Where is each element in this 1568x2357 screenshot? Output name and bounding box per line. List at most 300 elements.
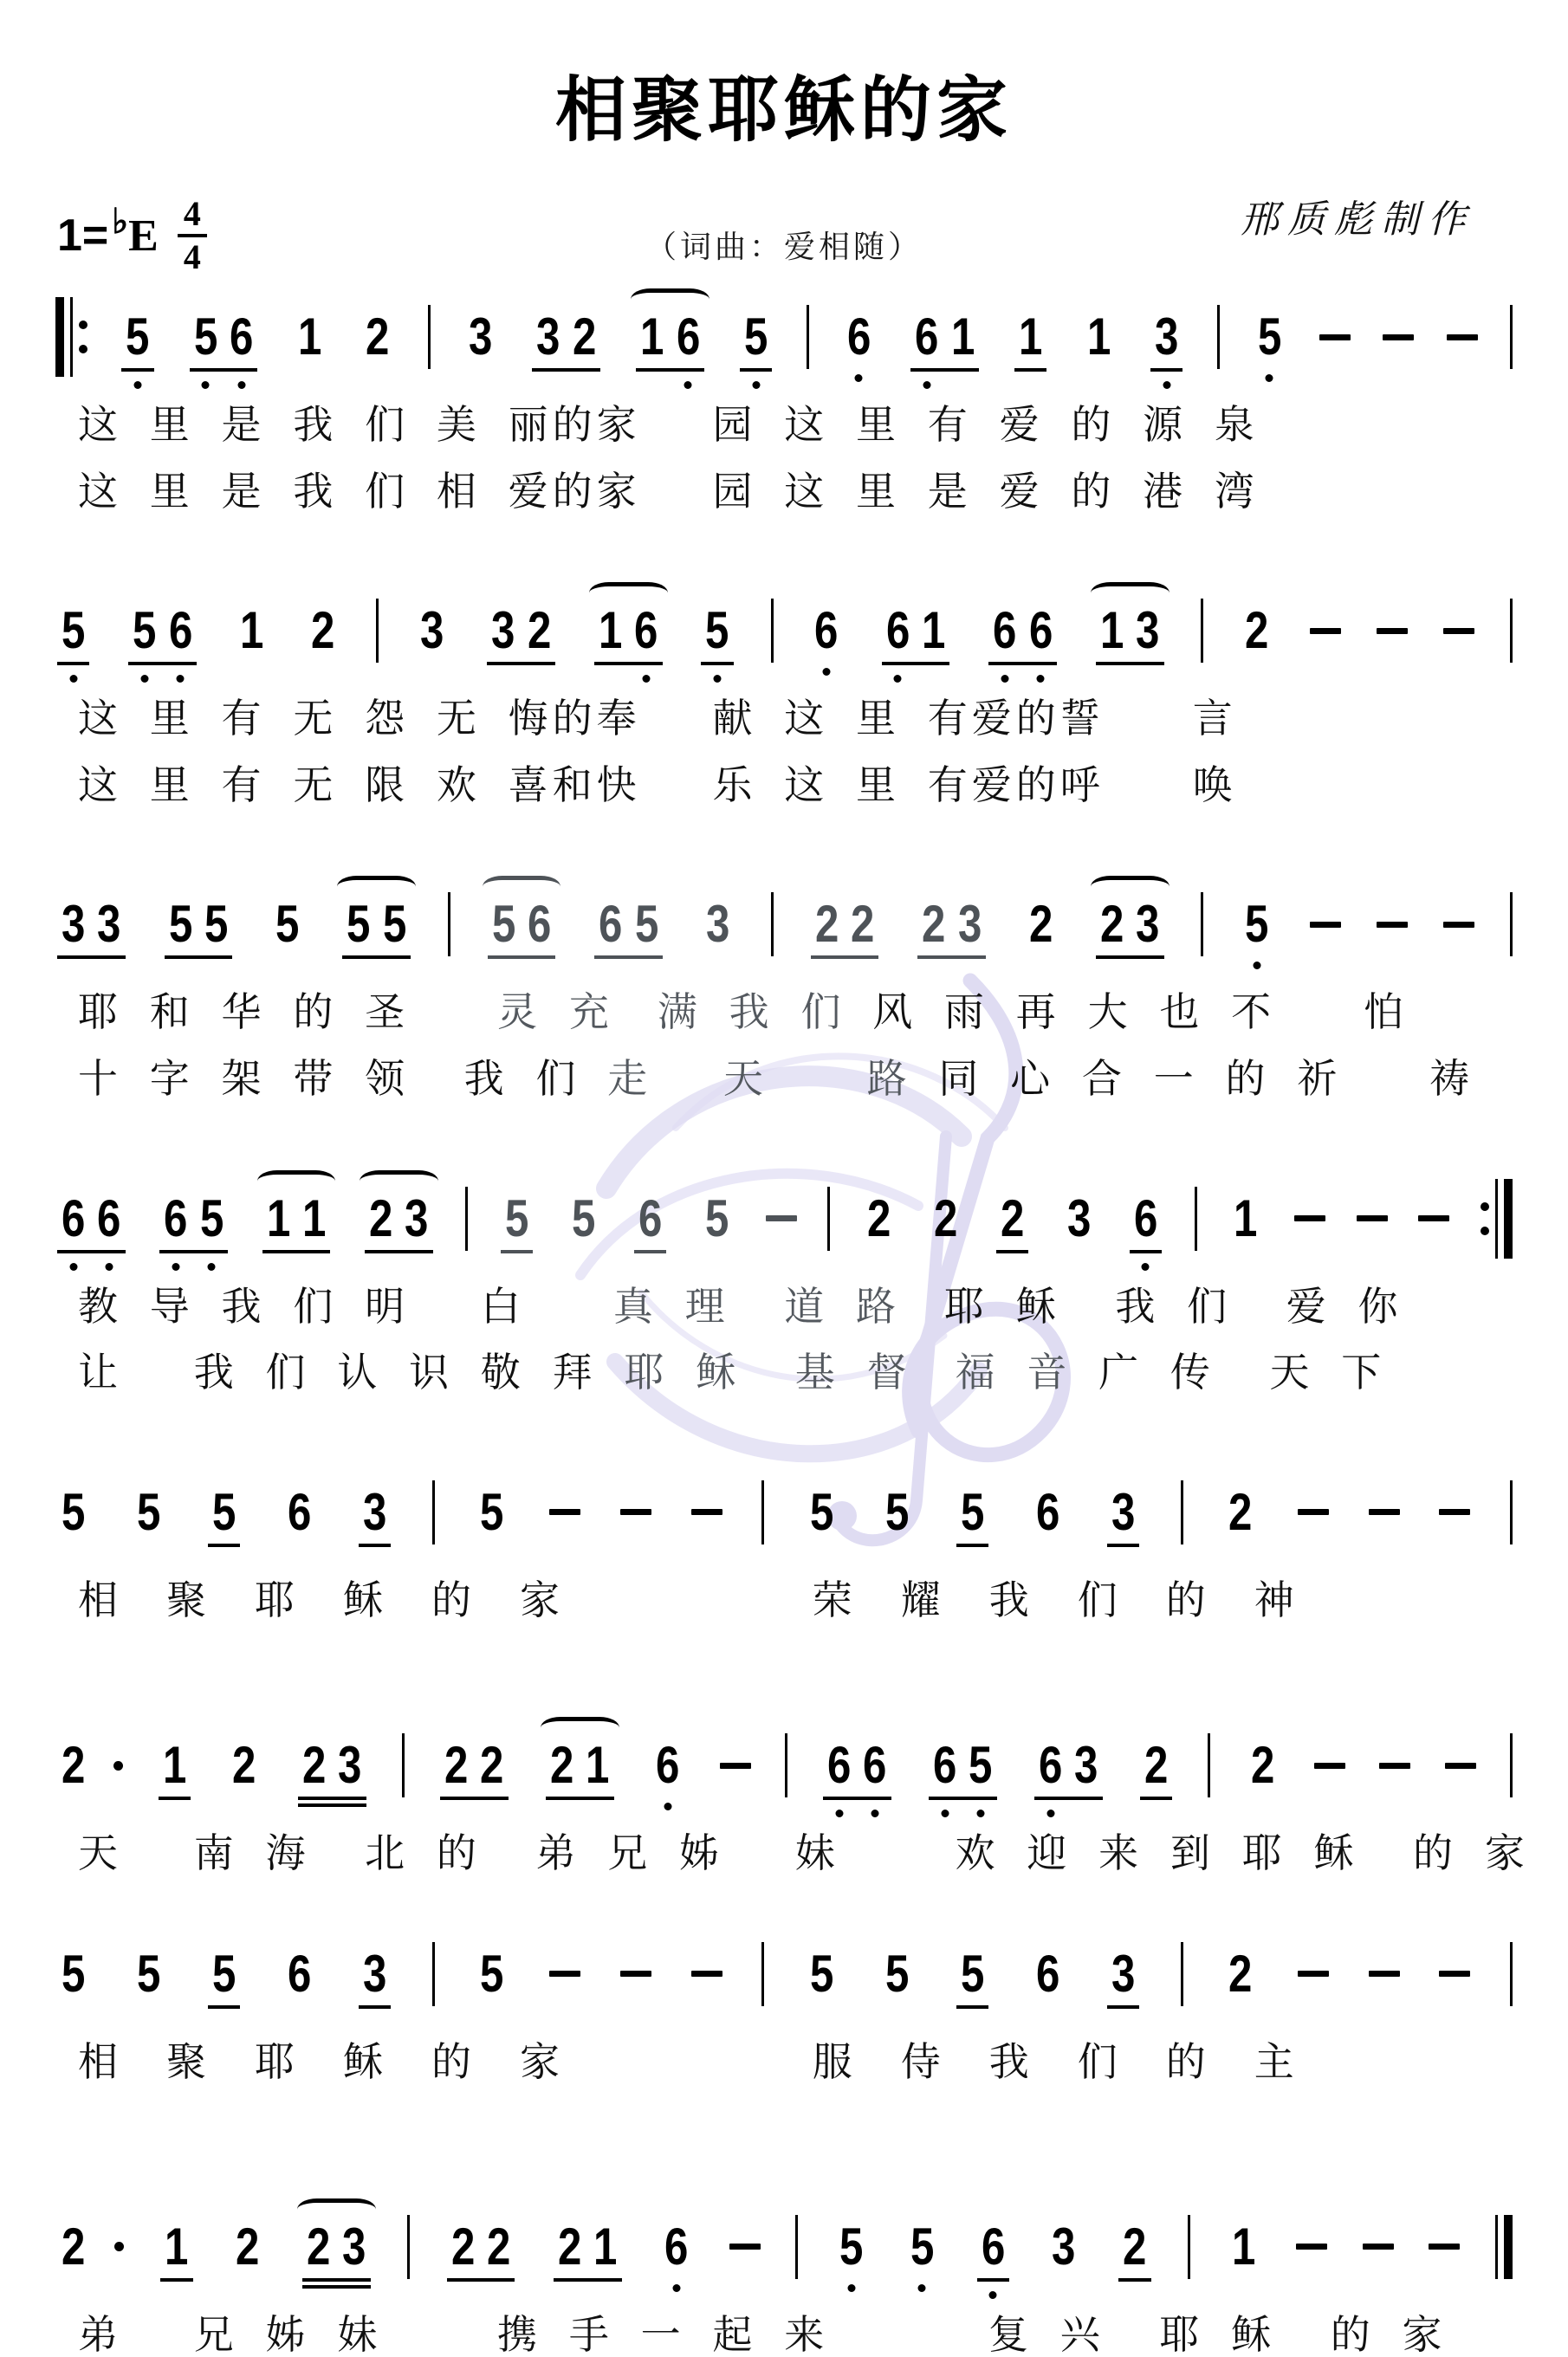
note xyxy=(1252,308,1287,366)
low-octave-dot xyxy=(1253,962,1260,969)
note-number: 5 xyxy=(960,1944,985,2003)
note-dash xyxy=(1429,2244,1460,2250)
note-number: 3 xyxy=(491,601,515,660)
flat-icon: ♭ xyxy=(112,203,129,241)
note-number: 1 xyxy=(1099,601,1124,660)
note-group xyxy=(530,308,602,366)
note xyxy=(1023,601,1059,660)
note-group xyxy=(55,1188,127,1247)
note-number: 5 xyxy=(960,1482,985,1541)
lyric-row xyxy=(54,763,1514,807)
note-group xyxy=(485,601,557,660)
note-number: 6 xyxy=(164,1188,188,1247)
note-group xyxy=(928,1188,963,1247)
barline xyxy=(771,599,774,663)
note xyxy=(857,1736,892,1795)
note-number: 2 xyxy=(232,1736,256,1795)
note xyxy=(904,2217,940,2276)
lyric-row xyxy=(54,1578,1514,1622)
note-dash xyxy=(1418,1215,1449,1221)
note-number: 5 xyxy=(809,1482,834,1541)
low-octave-dot xyxy=(672,2284,680,2292)
note-group xyxy=(1033,1736,1105,1795)
note-number: 6 xyxy=(826,1736,852,1795)
note-number: 6 xyxy=(287,1482,312,1541)
low-octave-dot xyxy=(1142,1263,1150,1271)
note-dash xyxy=(1377,922,1408,928)
note-dash xyxy=(729,2244,761,2250)
note-group xyxy=(955,1944,990,2003)
note xyxy=(360,308,395,366)
note xyxy=(292,308,327,366)
note-number: 2 xyxy=(236,2217,260,2276)
lyric-segment: 这 里 有 无 怨 无 悔的奉 献 这 里 有爱的誓 言 xyxy=(78,696,1237,741)
note-number: 1 xyxy=(165,2217,189,2276)
barline xyxy=(1510,1733,1513,1797)
note xyxy=(1149,308,1184,366)
music-line xyxy=(54,1722,1529,1876)
note-number: 1 xyxy=(266,1188,291,1247)
lyric-row xyxy=(54,1350,1514,1395)
note-group xyxy=(131,1482,166,1541)
note-number: 3 xyxy=(62,895,86,954)
note-number: 3 xyxy=(1111,1482,1136,1541)
note-dash xyxy=(1379,1763,1410,1769)
note-number: 1 xyxy=(1086,308,1111,366)
note-number: 1 xyxy=(586,1736,610,1795)
lyric-segment: 福 音 xyxy=(955,1350,1099,1395)
note-number: 3 xyxy=(97,895,121,954)
note xyxy=(833,2217,869,2276)
note-dash xyxy=(1383,334,1414,340)
note-dash xyxy=(1369,1509,1400,1515)
note-number: 1 xyxy=(297,308,321,366)
note xyxy=(120,308,155,366)
note xyxy=(1222,1482,1258,1541)
lyric-segment: 同 心 合 一 的 祈 祷 xyxy=(938,1055,1474,1101)
note-group xyxy=(650,1736,685,1795)
note xyxy=(987,601,1022,660)
note xyxy=(658,2217,694,2276)
note xyxy=(952,895,988,954)
note xyxy=(1094,601,1130,660)
note xyxy=(55,895,91,954)
note-number: 6 xyxy=(599,895,623,954)
note-group xyxy=(269,895,305,954)
note-group xyxy=(463,308,498,366)
note-number: 5 xyxy=(884,1944,910,2003)
note xyxy=(593,601,628,660)
note-group xyxy=(158,1188,230,1247)
note xyxy=(282,1482,317,1541)
note-number: 3 xyxy=(338,1736,362,1795)
barline xyxy=(771,892,774,956)
note-number: 2 xyxy=(307,2217,331,2276)
key-letter: E xyxy=(128,210,159,261)
note-group xyxy=(987,601,1059,660)
low-octave-dot xyxy=(69,675,77,683)
note-number: 6 xyxy=(981,2217,1005,2276)
low-octave-dot xyxy=(208,1263,216,1271)
note-number: 3 xyxy=(405,1188,429,1247)
note xyxy=(332,1736,367,1795)
low-octave-dot xyxy=(237,381,245,389)
note-group xyxy=(282,1482,317,1541)
note-group xyxy=(544,1736,616,1795)
notes-row xyxy=(54,1175,1514,1262)
note-number: 2 xyxy=(444,1736,469,1795)
low-octave-dot xyxy=(172,1263,180,1271)
low-octave-dot xyxy=(847,2284,855,2292)
note-number: 3 xyxy=(362,1482,387,1541)
note-number: 3 xyxy=(1052,2217,1076,2276)
final-barline xyxy=(1495,2215,1513,2279)
note xyxy=(841,308,877,366)
note-number: 2 xyxy=(572,308,596,366)
note-number: 6 xyxy=(863,1736,887,1795)
note-group xyxy=(120,308,155,366)
note xyxy=(234,601,269,660)
music-line xyxy=(54,294,1514,513)
note xyxy=(880,601,916,660)
note xyxy=(206,1482,242,1541)
music-line xyxy=(54,1469,1514,1622)
note xyxy=(131,1482,166,1541)
note-number: 5 xyxy=(62,1944,86,2003)
barline xyxy=(1195,1187,1197,1251)
note xyxy=(699,601,735,660)
barline xyxy=(432,1480,435,1544)
note xyxy=(975,2217,1011,2276)
note-group xyxy=(1239,601,1274,660)
note-dash xyxy=(1377,628,1408,634)
note-group xyxy=(206,1482,242,1541)
note-group xyxy=(1222,1482,1258,1541)
note-number: 2 xyxy=(480,1736,504,1795)
note-number: 2 xyxy=(1000,1188,1025,1247)
note-group xyxy=(634,308,706,366)
barline xyxy=(1510,1942,1513,2006)
note-group xyxy=(1030,1482,1066,1541)
low-octave-dot xyxy=(1046,1810,1054,1817)
note-number: 6 xyxy=(1133,1188,1158,1247)
note-dash xyxy=(1294,1215,1325,1221)
note xyxy=(438,1736,474,1795)
note xyxy=(567,308,602,366)
note xyxy=(995,1188,1030,1247)
note-group xyxy=(593,895,664,954)
note-group xyxy=(841,308,877,366)
note-group xyxy=(1226,2217,1261,2276)
note-number: 2 xyxy=(1144,1736,1169,1795)
note-number: 1 xyxy=(239,601,264,660)
note-number: 2 xyxy=(1099,895,1124,954)
barline xyxy=(1208,1733,1210,1797)
note-group xyxy=(360,308,395,366)
note xyxy=(1130,601,1165,660)
note xyxy=(634,308,670,366)
note-group xyxy=(357,1944,392,2003)
note-group xyxy=(975,2217,1011,2276)
note-group xyxy=(1013,308,1048,366)
note xyxy=(1023,895,1059,954)
note xyxy=(1061,1188,1097,1247)
music-line xyxy=(54,2204,1514,2357)
note xyxy=(879,1944,915,2003)
note-number: 1 xyxy=(1231,2217,1255,2276)
subtitle: （词曲：爱相随） xyxy=(645,229,923,264)
note-number: 2 xyxy=(1123,2217,1147,2276)
note-group xyxy=(55,601,91,660)
thin-bar xyxy=(1495,1179,1498,1259)
note-dash xyxy=(1310,628,1341,634)
note-group xyxy=(879,1482,915,1541)
note xyxy=(909,308,944,366)
note-group xyxy=(1023,895,1059,954)
note-number: 6 xyxy=(638,1188,663,1247)
note-dash xyxy=(1298,1509,1329,1515)
note-group xyxy=(1094,895,1166,954)
low-octave-dot xyxy=(664,1803,671,1810)
note xyxy=(808,601,844,660)
note-group xyxy=(131,1944,166,2003)
barline xyxy=(1188,2215,1190,2279)
low-octave-dot xyxy=(69,1263,77,1271)
note-group xyxy=(1228,1188,1263,1247)
note xyxy=(916,601,951,660)
note xyxy=(1105,1944,1141,2003)
note-group xyxy=(955,1482,990,1541)
note xyxy=(336,2217,372,2276)
low-octave-dot xyxy=(177,675,185,683)
note-group xyxy=(163,895,235,954)
note xyxy=(671,308,706,366)
low-octave-dot xyxy=(989,2291,997,2299)
note xyxy=(463,308,498,366)
note-number: 3 xyxy=(468,308,493,366)
lyric-row xyxy=(54,696,1514,741)
note xyxy=(301,2217,336,2276)
note xyxy=(700,895,735,954)
note xyxy=(699,1188,735,1247)
note-group xyxy=(809,895,881,954)
note-dash xyxy=(1443,922,1474,928)
note-number: 2 xyxy=(1228,1482,1253,1541)
note-group xyxy=(305,601,340,660)
barline xyxy=(807,305,809,369)
note xyxy=(126,601,162,660)
note-group xyxy=(804,1944,839,2003)
notes-row xyxy=(54,1469,1514,1556)
lyric-segment: 这 里 是 我 们 相 爱的家 园 这 里 是 爱 的 港 湾 xyxy=(78,468,1259,514)
note-group xyxy=(632,1188,668,1247)
note-number: 6 xyxy=(1028,601,1053,660)
low-octave-dot xyxy=(871,1810,879,1817)
note-number: 5 xyxy=(504,1188,529,1247)
barline xyxy=(407,2215,410,2279)
note xyxy=(163,895,198,954)
note-group xyxy=(916,895,988,954)
barline xyxy=(465,1187,468,1251)
note-dash xyxy=(620,1509,651,1515)
note-group xyxy=(234,601,269,660)
note xyxy=(632,1188,668,1247)
notes-row xyxy=(54,881,1514,968)
note-number: 5 xyxy=(480,1482,504,1541)
lyric-segment: 十 字 架 带 领 我 们 xyxy=(78,1055,608,1101)
note xyxy=(650,1736,685,1795)
note-dash xyxy=(691,1971,722,1977)
header-meta xyxy=(54,181,1514,294)
note xyxy=(55,1944,91,2003)
note xyxy=(226,1736,262,1795)
note-number: 5 xyxy=(347,895,371,954)
notes-row xyxy=(54,2204,1514,2290)
note-number: 6 xyxy=(1035,1482,1060,1541)
note-number: 6 xyxy=(656,1736,680,1795)
barline xyxy=(1510,1480,1513,1544)
note-dash xyxy=(766,1215,797,1221)
note xyxy=(945,308,981,366)
note-group xyxy=(159,2217,194,2276)
note-number: 3 xyxy=(1074,1736,1098,1795)
note-number: 3 xyxy=(1111,1944,1136,2003)
note xyxy=(305,601,340,660)
low-octave-dot xyxy=(855,374,863,382)
note xyxy=(363,1188,398,1247)
note-number: 5 xyxy=(211,1944,236,2003)
note xyxy=(580,1736,615,1795)
note-dash xyxy=(549,1509,580,1515)
note-number: 6 xyxy=(1038,1736,1063,1795)
lyric-segment: 教 导 我 们 明 白 xyxy=(78,1283,613,1329)
lyric-segment: 耶 稣 我 们 爱 你 xyxy=(944,1283,1403,1329)
note xyxy=(927,1736,962,1795)
music-lines xyxy=(54,294,1529,2357)
note-number: 5 xyxy=(62,1482,86,1541)
notes-row xyxy=(54,587,1514,674)
note-group xyxy=(909,308,981,366)
lyric-row xyxy=(54,990,1514,1034)
note-dash xyxy=(1369,1971,1400,1977)
note xyxy=(1138,1736,1174,1795)
note-number: 6 xyxy=(915,308,939,366)
low-octave-dot xyxy=(714,675,722,683)
note-group xyxy=(738,308,774,366)
barline xyxy=(1510,599,1513,663)
note-group xyxy=(552,2217,624,2276)
note-number: 1 xyxy=(921,601,946,660)
note-group xyxy=(157,1736,192,1795)
lyric-segment: 走 天 路 xyxy=(607,1055,939,1101)
note xyxy=(522,895,557,954)
note-number: 6 xyxy=(814,601,839,660)
note-group xyxy=(833,2217,869,2276)
barline xyxy=(1181,1480,1183,1544)
note xyxy=(1033,1736,1068,1795)
low-octave-dot xyxy=(684,381,692,389)
note-group xyxy=(879,1944,915,2003)
low-octave-dot xyxy=(918,2284,926,2292)
note-group xyxy=(658,2217,694,2276)
note xyxy=(845,895,880,954)
note-group xyxy=(414,601,450,660)
note xyxy=(1081,308,1117,366)
note-group xyxy=(301,2217,373,2276)
note xyxy=(198,895,234,954)
note-number: 5 xyxy=(62,601,86,660)
barline xyxy=(448,892,450,956)
note xyxy=(1130,895,1165,954)
note-group xyxy=(1117,2217,1152,2276)
note xyxy=(91,1188,126,1247)
low-octave-dot xyxy=(977,1810,985,1817)
barline xyxy=(402,1733,405,1797)
note xyxy=(804,1482,839,1541)
note-number: 2 xyxy=(866,1188,891,1247)
note xyxy=(1239,895,1274,954)
lyric-row xyxy=(54,2313,1514,2357)
note xyxy=(1239,601,1274,660)
note xyxy=(91,895,126,954)
note xyxy=(486,895,522,954)
low-octave-dot xyxy=(752,381,760,389)
barline xyxy=(1181,1942,1183,2006)
note-group xyxy=(1222,1944,1258,2003)
note xyxy=(955,1944,990,2003)
lyric-segment: 灵 充 满 我 们 xyxy=(497,989,873,1035)
note-number: 5 xyxy=(382,895,407,954)
note xyxy=(481,2217,516,2276)
note-number: 5 xyxy=(809,1944,834,2003)
sheet-page xyxy=(0,54,1568,2356)
note-group xyxy=(861,1188,897,1247)
note-number: 5 xyxy=(199,1188,224,1247)
note-number: 2 xyxy=(1245,601,1269,660)
note-group xyxy=(1061,1188,1097,1247)
note-number: 6 xyxy=(634,601,658,660)
note-number: 5 xyxy=(571,1188,596,1247)
thick-bar xyxy=(1504,1179,1513,1259)
note-dash xyxy=(1319,334,1351,340)
note xyxy=(340,895,376,954)
note-group xyxy=(188,308,260,366)
lyric-row xyxy=(54,403,1514,447)
note-number: 6 xyxy=(993,601,1017,660)
thick-bar xyxy=(55,297,64,377)
note-number: 5 xyxy=(1245,895,1269,954)
note xyxy=(1013,308,1048,366)
note-group xyxy=(474,1944,509,2003)
low-octave-dot xyxy=(941,1810,949,1817)
note-number: 3 xyxy=(705,895,730,954)
barline xyxy=(1510,305,1513,369)
note-dash xyxy=(720,1763,751,1769)
lyric-segment: 这 里 有 无 限 欢 喜和快 乐 这 里 有爱的呼 唤 xyxy=(78,761,1237,807)
barline xyxy=(1217,305,1220,369)
note-number: 3 xyxy=(420,601,444,660)
note-group xyxy=(1239,895,1274,954)
lyric-segment: 风 雨 再 大 也 不 怕 xyxy=(872,989,1409,1035)
note-group xyxy=(566,1188,601,1247)
thick-bar xyxy=(1504,2215,1513,2279)
note-number: 2 xyxy=(933,1188,958,1247)
note xyxy=(916,895,951,954)
note-group xyxy=(126,601,198,660)
note-number: 3 xyxy=(1155,308,1179,366)
note-dash xyxy=(691,1509,722,1515)
note-dash xyxy=(1298,1971,1329,1977)
